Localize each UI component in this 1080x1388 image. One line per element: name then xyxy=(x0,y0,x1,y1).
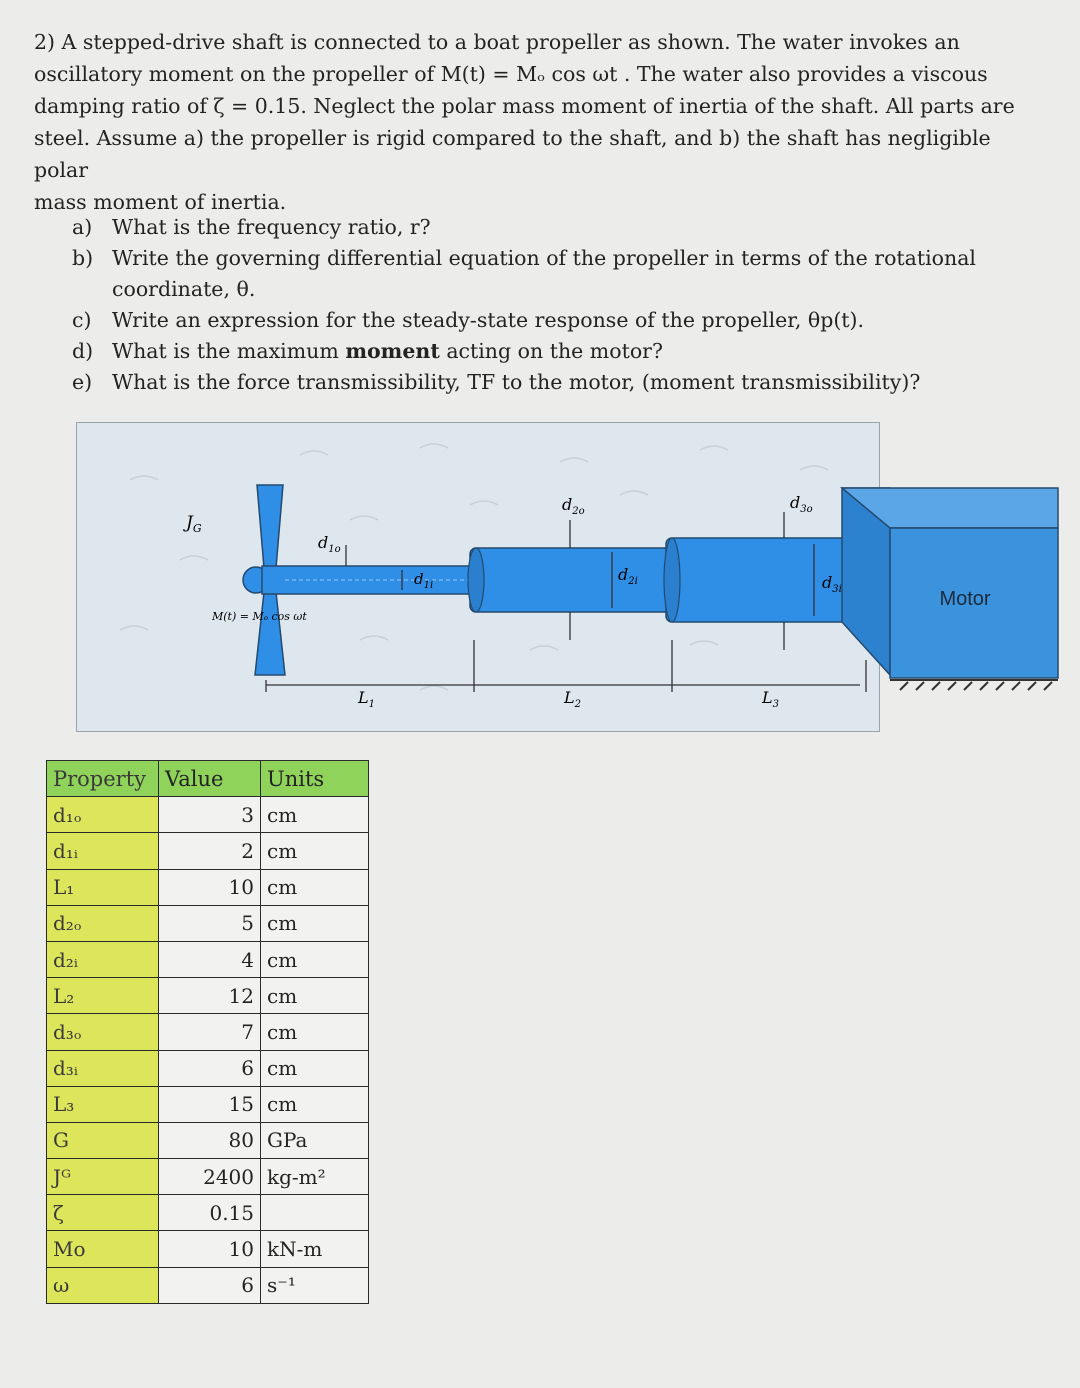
question-text: coordinate, θ. xyxy=(112,277,256,301)
units-cell: cm xyxy=(261,1014,369,1050)
value-cell: 10 xyxy=(159,1231,261,1267)
units-cell: cm xyxy=(261,941,369,977)
units-cell: cm xyxy=(261,833,369,869)
table-row xyxy=(47,1122,369,1158)
ground-hatch xyxy=(890,680,1058,690)
table-header-row xyxy=(47,761,369,797)
value-cell: 0.15 xyxy=(159,1195,261,1231)
property-cell: d₂ₒ xyxy=(47,905,159,941)
shaft-segment-2 xyxy=(470,548,672,612)
property-cell: Mo xyxy=(47,1231,159,1267)
d1i-label: $d_{1i}$ xyxy=(414,570,434,591)
question-text-part: What is the maximum xyxy=(112,339,346,363)
property-table xyxy=(46,760,369,1304)
table-row xyxy=(47,1231,369,1267)
table-row xyxy=(47,1014,369,1050)
table-row xyxy=(47,1086,369,1122)
property-cell: G xyxy=(47,1122,159,1158)
motor xyxy=(842,488,1058,678)
property-cell: L₂ xyxy=(47,978,159,1014)
question-label: a) xyxy=(72,215,93,239)
question-text: What is the frequency ratio, r? xyxy=(112,215,431,239)
value-cell: 3 xyxy=(159,797,261,833)
table-row xyxy=(47,869,369,905)
property-cell: d₁ₒ xyxy=(47,797,159,833)
property-cell: d₃ₒ xyxy=(47,1014,159,1050)
units-cell: cm xyxy=(261,905,369,941)
value-cell: 80 xyxy=(159,1122,261,1158)
value-cell: 15 xyxy=(159,1086,261,1122)
problem-line: 2) A stepped-drive shaft is connected to a boat propeller as shown. The water invokes an xyxy=(34,30,960,54)
problem-line: mass moment of inertia. xyxy=(34,190,287,214)
property-cell: L₁ xyxy=(47,869,159,905)
units-cell: cm xyxy=(261,869,369,905)
question-label: b) xyxy=(72,246,94,270)
table-row xyxy=(47,797,369,833)
value-cell: 4 xyxy=(159,941,261,977)
d2o-label: $d_{2o}$ xyxy=(562,495,585,517)
header-value: Value xyxy=(159,761,261,797)
question-label: c) xyxy=(72,308,92,332)
property-cell: ω xyxy=(47,1267,159,1303)
property-cell: Jᴳ xyxy=(47,1159,159,1195)
question-text: Write an expression for the steady-state response of the propeller, θp(t). xyxy=(112,308,865,332)
units-cell: cm xyxy=(261,978,369,1014)
d3o-label: $d_{3o}$ xyxy=(790,493,813,515)
question-bold-word: moment xyxy=(345,339,440,363)
units-cell: kg-m² xyxy=(261,1159,369,1195)
value-cell: 5 xyxy=(159,905,261,941)
table-row xyxy=(47,978,369,1014)
table-row xyxy=(47,941,369,977)
table-row xyxy=(47,1159,369,1195)
units-cell: s⁻¹ xyxy=(261,1267,369,1303)
jg-label: $J_G$ xyxy=(186,513,202,535)
property-cell: L₃ xyxy=(47,1086,159,1122)
d1o-label: $d_{1o}$ xyxy=(318,533,341,555)
problem-line: damping ratio of ζ = 0.15. Neglect the polar mass moment of inertia of the shaft. All parts are xyxy=(34,94,1015,118)
property-cell: d₃ᵢ xyxy=(47,1050,159,1086)
motor-label: Motor xyxy=(939,588,991,610)
value-cell: 10 xyxy=(159,869,261,905)
units-cell: kN-m xyxy=(261,1231,369,1267)
property-cell: d₂ᵢ xyxy=(47,941,159,977)
table-row xyxy=(47,833,369,869)
l2-label: $L_2$ xyxy=(564,688,581,710)
problem-line: oscillatory moment on the propeller of M(t) = Mₒ cos ωt . The water also provides a viscous xyxy=(34,62,988,86)
moment-label: M(t) = Mₒ cos ωt xyxy=(212,610,307,623)
property-cell: ζ xyxy=(47,1195,159,1231)
units-cell: cm xyxy=(261,1086,369,1122)
units-cell: GPa xyxy=(261,1122,369,1158)
question-text: Write the governing differential equation of the propeller in terms of the rotational xyxy=(112,246,976,270)
table-row xyxy=(47,1050,369,1086)
l3-label: $L_3$ xyxy=(762,688,779,710)
property-cell: d₁ᵢ xyxy=(47,833,159,869)
table-row xyxy=(47,905,369,941)
shaft-segment-3 xyxy=(666,538,866,622)
question-label: e) xyxy=(72,370,93,394)
d2i-label: $d_{2i}$ xyxy=(618,565,638,587)
l1-label: $L_1$ xyxy=(358,688,375,710)
question-text-part: acting on the motor? xyxy=(439,339,663,363)
d3i-label: $d_{3i}$ xyxy=(822,573,842,595)
value-cell: 2 xyxy=(159,833,261,869)
units-cell: cm xyxy=(261,1050,369,1086)
value-cell: 6 xyxy=(159,1050,261,1086)
question-label: d) xyxy=(72,339,94,363)
units-cell: cm xyxy=(261,797,369,833)
question-text: What is the force transmissibility, TF to the motor, (moment transmissibility)? xyxy=(112,370,921,394)
problem-line: steel. Assume a) the propeller is rigid compared to the shaft, and b) the shaft has negligible polar xyxy=(34,126,991,182)
value-cell: 2400 xyxy=(159,1159,261,1195)
units-cell xyxy=(261,1195,369,1231)
table-row xyxy=(47,1195,369,1231)
header-property: Property xyxy=(47,761,159,797)
value-cell: 7 xyxy=(159,1014,261,1050)
header-units: Units xyxy=(261,761,369,797)
value-cell: 12 xyxy=(159,978,261,1014)
value-cell: 6 xyxy=(159,1267,261,1303)
table-row xyxy=(47,1267,369,1303)
